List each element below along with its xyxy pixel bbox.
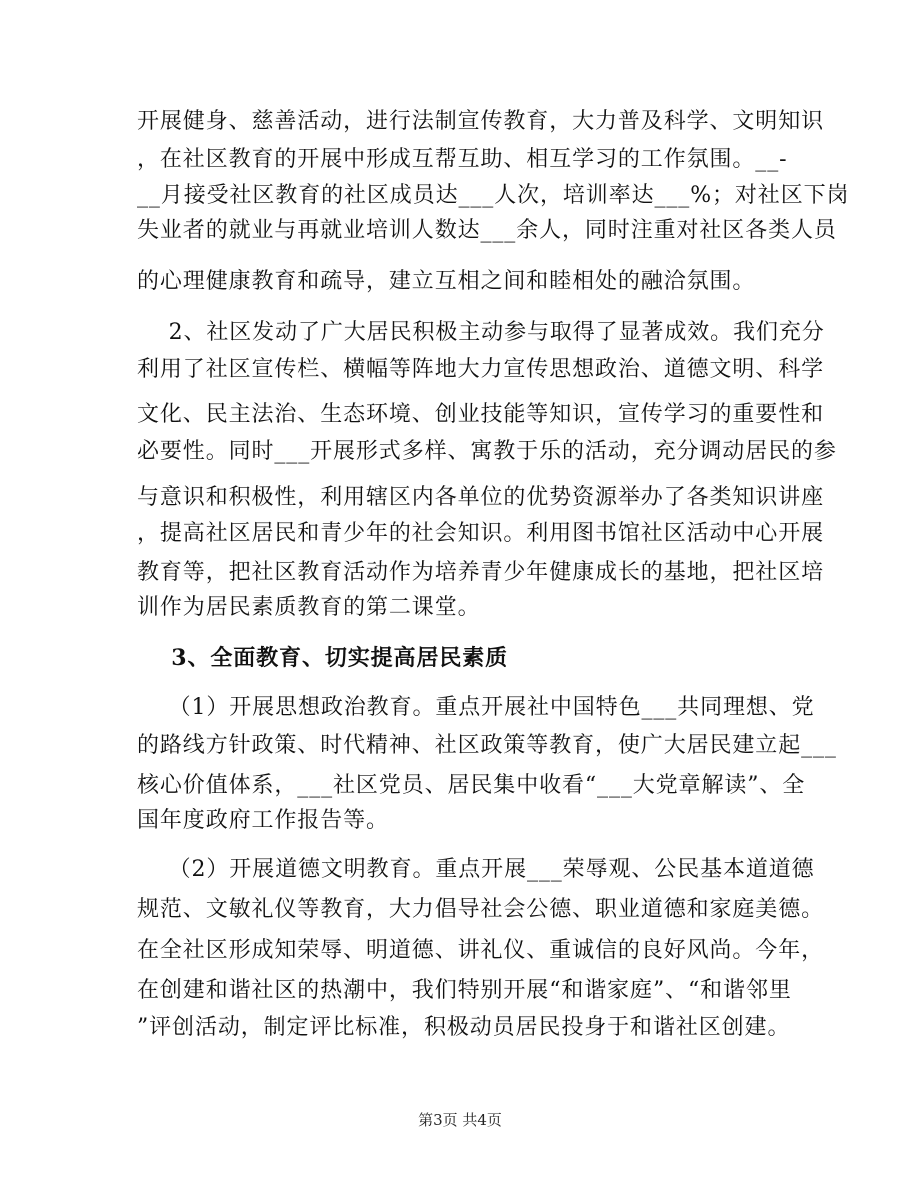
paragraph-item-1: （1）开展思想政治教育。重点开展社中国特色___共同理想、党 <box>137 695 815 720</box>
text-line: 的路线方针政策、时代精神、社区政策等教育，使广大居民建立起___ <box>137 733 837 758</box>
text-line: ，在社区教育的开展中形成互帮互助、相互学习的工作氛围。__- <box>137 147 788 172</box>
paragraph-item-2: （2）开展道德文明教育。重点开展___荣辱观、公民基本道道德 <box>137 857 815 882</box>
text-line: 国年度政府工作报告等。 <box>137 808 389 833</box>
text-line: 利用了社区宣传栏、横幅等阵地大力宣传思想政治、道德文明、科学 <box>137 357 825 382</box>
text-line: 与意识和积极性，利用辖区内各单位的优势资源举办了各类知识讲座 <box>137 485 825 510</box>
text-line: 开展健身、慈善活动，进行法制宣传教育，大力普及科学、文明知识 <box>137 109 825 134</box>
text-line: __月接受社区教育的社区成员达___人次，培训率达___%；对社区下岗 <box>137 183 850 208</box>
text-line: 文化、民主法治、生态环境、创业技能等知识，宣传学习的重要性和 <box>137 402 825 427</box>
text-line: 在全社区形成知荣辱、明道德、讲礼仪、重诚信的良好风尚。今年， <box>137 938 825 963</box>
text-line: 教育等，把社区教育活动作为培养青少年健康成长的基地，把社区培 <box>137 560 825 585</box>
text-line: ”评创活动，制定评比标准，积极动员居民投身于和谐社区创建。 <box>137 1015 791 1040</box>
text-line: 在创建和谐社区的热潮中，我们特别开展“和谐家庭”、“和谐邻里 <box>137 978 792 1003</box>
text-line: ，提高社区居民和青少年的社会知识。利用图书馆社区活动中心开展 <box>137 521 825 546</box>
text-line: 训作为居民素质教育的第二课堂。 <box>137 595 481 620</box>
text-line: 核心价值体系，___社区党员、居民集中收看“___大党章解读”、全 <box>137 773 806 798</box>
text-line: 规范、文敏礼仪等教育，大力倡导社会公德、职业道德和家庭美德。 <box>137 897 825 922</box>
text-line: 的心理健康教育和疏导，建立互相之间和睦相处的融洽氛围。 <box>137 269 756 294</box>
text-line: 失业者的就业与再就业培训人数达___余人，同时注重对社区各类人员 <box>137 218 837 243</box>
paragraph-2-start: 2、社区发动了广大居民积极主动参与取得了显著成效。我们充分 <box>137 320 825 345</box>
page-number: 第3页 共4页 <box>418 1111 502 1129</box>
text-line: 必要性。同时___开展形式多样、寓教于乐的活动，充分调动居民的参 <box>137 439 837 464</box>
section-heading: 3、全面教育、切实提高居民素质 <box>137 645 509 671</box>
